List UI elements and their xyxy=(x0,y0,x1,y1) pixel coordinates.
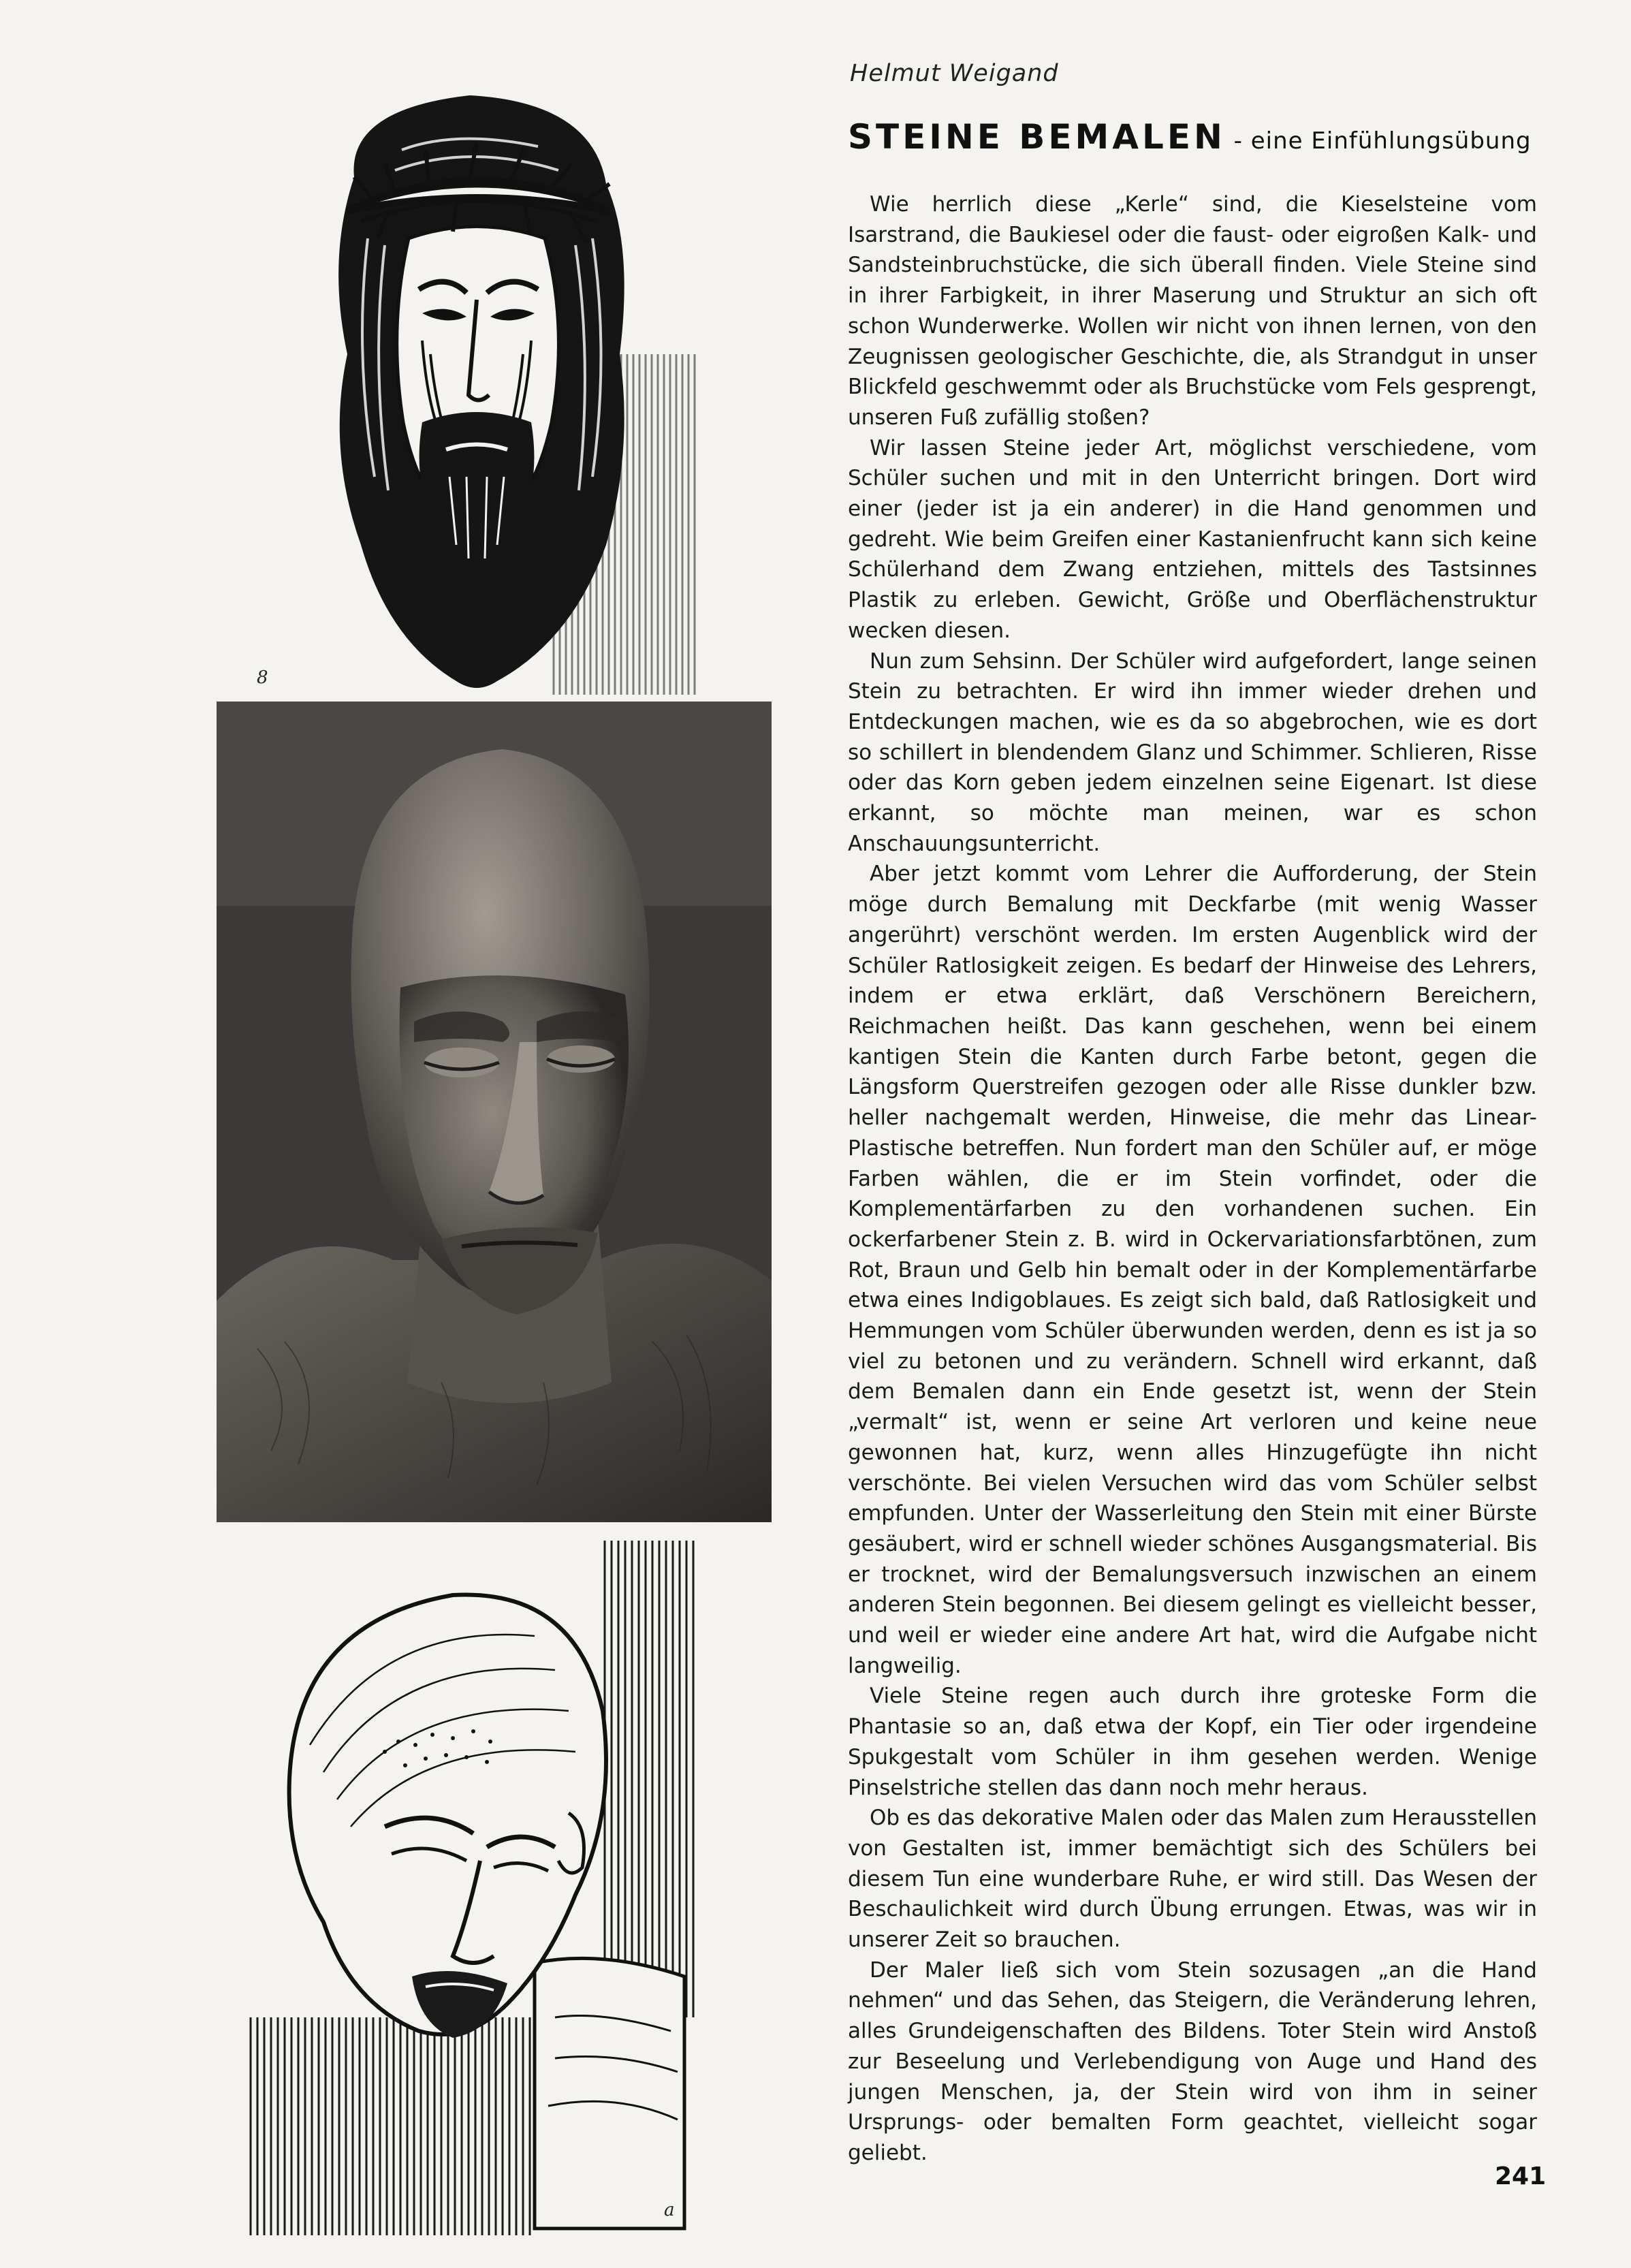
drawing-artist-mark: a xyxy=(664,2200,675,2220)
page-number: 241 xyxy=(1495,2162,1547,2190)
woodcut-crowned-head-art xyxy=(252,68,701,702)
paragraph: Viele Steine regen auch durch ihre groteske Form die Phantasie so an, daß etwa der Kopf, ein Tier oder irgendeine Spukgestalt vom Schüler in ihm gesehen werden. Wenige Pinselstriche stellen das dann noch mehr heraus. xyxy=(848,1684,1537,1800)
paragraph: Wir lassen Steine jeder Art, möglichst verschiedene, vom Schüler suchen und mit in den Unterricht bringen. Dort wird einer (jeder ist ja ein anderer) in die Hand genommen und gedreht. Wie beim Greifen einer Kastanienfrucht kann sich keine Schülerhand dem Zwang entziehen, mittels des Tastsinnes Plastik zu erleben. Gewicht, Größe und Oberflächenstruktur wecken diesen. xyxy=(848,435,1537,643)
paragraph: Nun zum Sehsinn. Der Schüler wird aufgefordert, lange seinen Stein zu betrachten. Er wird ihn immer wieder drehen und Entdeckungen machen, wie es da so abgebrochen, wie es dort so schillert in blendendem Glanz und Schimmer. Schlieren, Risse oder das Korn geben jedem einzelnen seine Eigenart. Ist diese erkannt, so möchte man meinen, war es schon Anschauungsunterricht. xyxy=(848,648,1537,856)
bowed-head-line-art xyxy=(249,1541,698,2235)
paragraph: Wie herrlich diese „Kerle“ sind, die Kieselsteine vom Isarstrand, die Baukiesel oder die faust- oder eigroßen Kalk- und Sandsteinbruchstücke, die sich überall finden. Viele Steine sind in ihrer Farbigkeit, in ihrer Maserung und Struktur an sich oft schon Wunderwerke. Wollen wir nicht von ihnen lernen, von den Zeugnissen geologischer Geschichte, die, als Strandgut in unser Blickfeld geschwemmt oder als Bruchstücke vom Fels gesprengt, unseren Fuß zufällig stoßen? xyxy=(848,192,1537,430)
article-subtitle: eine Einfühlungsübung xyxy=(1250,127,1532,155)
paragraph: Aber jetzt kommt vom Lehrer die Aufforderung, der Stein möge durch Bemalung mit Deckfarbe (mit wenig Wasser angerührt) verschönt werden. Im ersten Augenblick wird der Schüler Ratlosigkeit zeigen. Es bedarf der Hinweise des Lehrers, indem er etwa erklärt, daß Verschönern Bereichern, Reichmachen heißt. Das kann geschehen, wenn bei einem kantigen Stein die Kanten durch Farbe betont, gegen die Längsform Querstreifen gezogen oder alle Risse dunkler bzw. heller nachgemalt werden, Hinweise, die mehr das Linear-Plastische betreffen. Nun fordert man den Schüler auf, er möge Farben wählen, die er im Stein vorfindet, oder die Komplementärfarben zu den vorhandenen suchen. Ein ockerfarbener Stein z. B. wird in Ockervariationsfarbtönen, zum Rot, Braun und Gelb hin bemalt oder in der Komplementärfarbe etwa eines Indigoblaues. Es zeigt sich bald, daß Ratlosigkeit und Hemmungen vom Schüler überwunden werden, denn es ist ja so viel zu betonen und zu verändern. Schnell wird erkannt, daß dem Bemalen dann ein Ende gesetzt ist, wenn der Stein „vermalt“ ist, wenn er seine Art verloren und keine neue gewonnen hat, kurz, wenn alles Hinzugefügte ihn nicht verschönte. Bei vielen Versuchen wird das vom Schüler selbst empfunden. Unter der Wasserleitung den Stein mit einer Bürste gesäubert, wird er schnell wieder schönes Ausgangsmaterial. Bis er trocknet, wird der Bemalungsversuch inzwischen an einem anderen Stein begonnen. Bei diesem gelingt es vielleicht besser, und weil er wieder eine andere Art hat, wird die Aufgabe nicht langweilig. xyxy=(848,862,1537,1678)
carved-wooden-head-art xyxy=(217,702,772,1522)
woodcut-artist-mark: 8 xyxy=(257,667,268,688)
article-title: STEINE BEMALEN xyxy=(848,117,1226,157)
article-heading xyxy=(848,117,1532,157)
woodcut-crowned-head-illustration xyxy=(252,68,701,702)
paragraph: Der Maler ließ sich vom Stein sozusagen „an die Hand nehmen“ und das Sehen, das Steigern, die Veränderung lehren, alles Grundeigenschaften des Bildens. Toter Stein wird Anstoß zur Beseelung und Verlebendigung von Auge und Hand des jungen Menschen, ja, der Stein wird von ihm in seiner Ursprungs- oder bemalten Form geachtet, vielleicht sogar geliebt. xyxy=(848,1957,1537,2165)
carved-wooden-head-photo xyxy=(217,702,772,1522)
article-body xyxy=(848,189,1537,2169)
author-name: Helmut Weigand xyxy=(850,60,1059,87)
paragraph: Ob es das dekorative Malen oder das Malen zum Herausstellen von Gestalten ist, immer bemächtigt sich des Schülers bei diesem Tun eine wunderbare Ruhe, er wird still. Das Wesen der Beschaulichkeit wird durch Übung errungen. Etwas, was wir in unserer Zeit so brauchen. xyxy=(848,1806,1537,1953)
title-separator: - xyxy=(1225,127,1251,155)
bowed-head-line-drawing xyxy=(249,1541,698,2235)
